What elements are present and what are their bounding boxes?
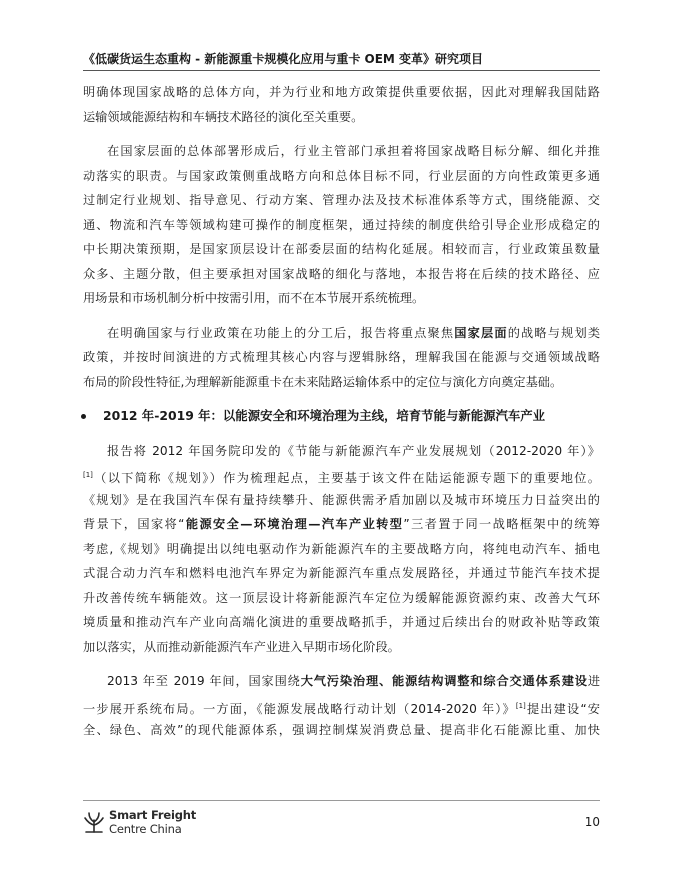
paragraph-line: 升改善传统车辆能效。这一顶层设计将新能源汽车定位为缓解能源资源约束、改善大气环	[83, 590, 600, 605]
paragraph-line: 考虑,《规划》明确提出以纯电驱动作为新能源汽车的主要战略方向，将纯电动汽车、插电	[83, 541, 600, 556]
text-run: （以下简称《规划》）作为梳理起点，主要基于该文件在陆运能源专题下的重要地位。	[92, 471, 600, 485]
text-run: 一步展开系统布局。一方面，《能源发展战略行动计划（2014-2020 年）》	[83, 701, 516, 716]
bold-term: 能源安全—环境治理—汽车产业转型	[184, 517, 404, 531]
paragraph-line: 通、物流和汽车等领域构建可操作的制度框架，通过持续的制度供给引导企业形成稳定的	[83, 217, 600, 232]
logo-mark-icon	[83, 810, 105, 834]
smart-freight-logo	[83, 808, 233, 838]
bullet-dot-icon	[81, 414, 86, 419]
page-number: 10	[584, 815, 600, 829]
bullet-heading-text: 2012 年-2019 年：以能源安全和环境治理为主线，培育节能与新能源汽车产业	[103, 408, 546, 423]
paragraph-line: 《规划》是在我国汽车保有量持续攀升、能源供需矛盾加剧以及城市环境压力日益突出的	[83, 492, 600, 507]
paragraph-line	[83, 512, 600, 537]
text-run: 提出建设“安	[525, 701, 600, 716]
logo-line1: Smart Freight	[109, 808, 197, 822]
paragraph-line	[83, 463, 600, 488]
paragraph-3	[83, 321, 600, 395]
text-run: 背景下，国家将“	[83, 517, 185, 531]
paragraph-line: 动落实的职责。与国家政策侧重战略方向和总体目标不同，行业层面的方向性政策更多通	[83, 168, 600, 183]
text-run: 2013 年至 2019 年间，国家围绕	[107, 674, 301, 688]
body-text	[83, 80, 600, 743]
paragraph-4	[83, 439, 600, 660]
citation-ref[interactable]: [1]	[515, 701, 526, 710]
paragraph-line: 在国家层面的总体部署形成后，行业主管部门承担着将国家战略目标分解、细化并推	[107, 144, 600, 158]
footer-divider	[83, 800, 600, 801]
text-run: 的战略与规划类	[507, 325, 601, 340]
paragraph-line: 报告将 2012 年国务院印发的《节能与新能源汽车产业发展规划（2012-2020 年）》	[107, 443, 600, 458]
paragraph-line: 加以落实，从而推动新能源汽车产业进入早期市场化阶段。	[83, 639, 400, 654]
paragraph-line: 境质量和推动汽车产业向高端化演进的重要战略抓手，并通过后续出台的财政补贴等政策	[83, 615, 600, 629]
bold-term: 大气污染治理、能源结构调整和综合交通体系建设	[300, 674, 588, 688]
paragraph-1	[83, 80, 600, 129]
text-run: 在明确国家与行业政策在功能上的分工后，报告将重点聚焦	[107, 325, 455, 340]
paragraph-line: 众多、主题分散，但主要承担对国家战略的细化与落地，本报告将在后续的技术路径、应	[83, 266, 600, 281]
paragraph-line	[83, 694, 600, 719]
paragraph-line: 运输领域能源结构和车辆技术路径的演化至关重要。	[83, 109, 364, 124]
logo-line2: Centre China	[109, 822, 182, 836]
text-run: ”三者置于同一战略框架中的统筹	[403, 517, 600, 531]
header-divider	[83, 70, 600, 71]
paragraph-line: 式混合动力汽车和燃料电池汽车界定为新能源汽车重点发展路径，并通过节能汽车技术提	[83, 566, 600, 580]
paragraph-line: 用场景和市场机制分析中按需引用，而不在本节展开系统梳理。	[83, 291, 425, 305]
paragraph-2	[83, 139, 600, 311]
text-run: 进	[587, 674, 601, 688]
paragraph-line: 全、绿色、高效”的现代能源体系，强调控制煤炭消费总量、提高非化石能源比重、加快	[83, 723, 600, 737]
header-title: 《低碳货运生态重构 - 新能源重卡规模化应用与重卡 OEM 变革》研究项目	[83, 52, 484, 66]
paragraph-line: 布局的阶段性特征,为理解新能源重卡在未来陆路运输体系中的定位与演化方向奠定基础。	[83, 374, 563, 389]
paragraph-line: 政策，并按时间演进的方式梳理其核心内容与逻辑脉络，理解我国在能源与交通领域战略	[83, 350, 600, 364]
bold-term: 国家层面	[454, 325, 508, 340]
paragraph-line: 过制定行业规划、指导意见、行动方案、管理办法及技术标准体系等方式，围绕能源、交	[83, 193, 600, 207]
paragraph-line	[83, 669, 600, 694]
paragraph-line	[83, 321, 600, 346]
paragraph-line: 明确体现国家战略的总体方向，并为行业和地方政策提供重要依据，因此对理解我国陆路	[83, 85, 600, 99]
paragraph-5	[83, 669, 600, 743]
citation-ref[interactable]: [1]	[83, 471, 93, 479]
paragraph-line: 中长期决策预期，是国家顶层设计在部委层面的结构化延展。相较而言，行业政策虽数量	[83, 242, 600, 256]
bullet-heading	[83, 404, 600, 429]
